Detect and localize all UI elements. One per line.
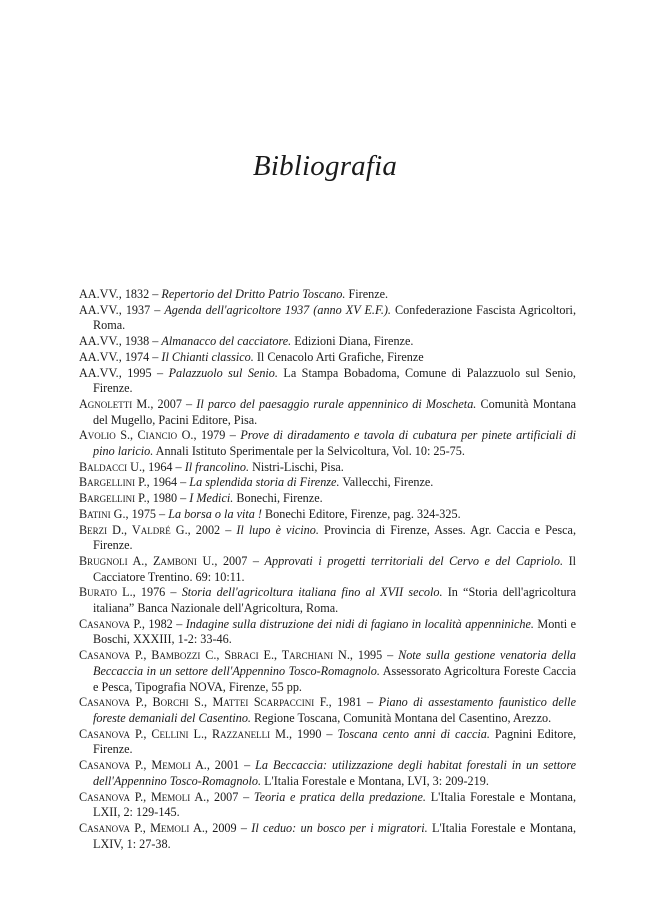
entry-title: Il ceduo: un bosco per i migratori. [251,820,428,835]
bibliography-entry: Agnoletti M., 2007 – Il parco del paesaggio rurale appenninico di Moscheta. Comunità Montana del Mugello, Pacini Editore, Pisa. [79,396,577,427]
bibliography-entry: Burato L., 1976 – Storia dell'agricoltura italiana fino al XVII secolo. In “Storia dell'agricoltura italiana” Banca Nazionale dell'Agricoltura, Roma. [79,585,577,616]
bibliography-entry: Casanova P., 1982 – Indagine sulla distruzione dei nidi di fagiano in località appenniniche. Monti e Boschi, XXXIII, 1-2: 33-46. [79,616,577,647]
entry-publication: L'Italia Forestale e Montana, LXII, 2: 129-145. [93,789,577,820]
bibliography-entry: Brugnoli A., Zamboni U., 2007 – Approvati i progetti territoriali del Cervo e del Capriolo. Il Cacciatore Trentino. 69: 10:11. [79,553,577,584]
bibliography-entry: AA.VV., 1938 – Almanacco del cacciatore. Edizioni Diana, Firenze. [79,334,414,349]
entry-title: La splendida storia di Firenze. [189,475,340,490]
entry-title: Palazzuolo sul Senio. [168,365,278,380]
bibliography-entry: Casanova P., Borchi S., Mattei Scarpaccini F., 1981 – Piano di assestamento faunistico delle foreste demaniali del Casentino. Regione Toscana, Comunità Montana del Casentino, Arezzo. [79,695,576,725]
entry-publication: Confederazione Fascista Agricoltori, Roma. [93,302,576,333]
entry-year: 1975 [131,506,156,521]
entry-title: Il Chianti classico. [161,349,254,364]
entry-authors: Casanova P., Borchi S., Mattei Scarpaccini F. [79,695,329,710]
entry-authors: Casanova P., Memoli A. [79,789,207,804]
bibliography-entry: Bargellini P., 1964 – La splendida storia di Firenze. Vallecchi, Firenze. [79,475,434,490]
entry-publication: Annali Istituto Sperimentale per la Selvicoltura, Vol. 10: 25-75. [155,444,465,459]
entry-publication: L'Italia Forestale e Montana, LXIV, 1: 27-38. [93,820,577,851]
entry-authors: Agnoletti M. [79,396,151,411]
entry-authors: Burato L. [79,585,133,600]
entry-title: Il francolino. [184,459,250,474]
entry-year: 2002 [195,522,221,537]
bibliography-entry: AA.VV., 1832 – Repertorio del Dritto Patrio Toscano. Firenze. [79,287,389,301]
entry-authors: Avolio S., Ciancio O. [79,428,194,443]
entry-authors: Berzi D., Valdré G. [79,522,188,537]
entry-year: 1832 [124,287,150,301]
entry-year: 1976 [140,585,166,600]
entry-year: 2001 [214,758,240,773]
entry-publication: Bonechi, Firenze. [236,491,323,506]
entry-publication: Provincia di Firenze, Asses. Agr. Caccia e Pesca, Firenze. [93,522,576,553]
entry-authors: Brugnoli A., Zamboni U. [79,553,215,568]
entry-year: 2007 [157,396,182,411]
entry-authors: Casanova P., Cellini L., Razzanelli M. [79,726,289,741]
entry-title: Il parco del paesaggio rurale appenninico di Moscheta. [196,396,477,411]
bibliography-entry: Berzi D., Valdré G., 2002 – Il lupo è vicino. Provincia di Firenze, Asses. Agr. Caccia e Pesca, Firenze. [79,522,576,553]
entry-publication: Firenze. [348,287,389,301]
entry-year: 2009 [212,820,237,835]
entry-publication: Vallecchi, Firenze. [342,475,434,490]
bibliography-entry: Bargellini P., 1980 – I Medici. Bonechi, Firenze. [79,491,323,506]
bibliography-entry: Avolio S., Ciancio O., 1979 – Prove di diradamento e tavola di cubatura per pinete artificiali di pino laricio. Annali Istituto Sperimentale per la Selvicoltura, Vol. 10: 25-75. [79,428,577,459]
entry-authors: Bargellini P. [79,475,147,490]
entry-publication: Comunità Montana del Mugello, Pacini Editore, Pisa. [93,396,577,427]
entry-publication: Nistri-Lischi, Pisa. [252,459,344,474]
entry-authors: AA.VV. [79,302,119,317]
entry-title: Prove di diradamento e tavola di cubatura per pinete artificiali di pino laricio. [93,428,577,459]
bibliography-entry: Baldacci U., 1964 – Il francolino. Nistri-Lischi, Pisa. [79,459,344,474]
bibliography-entry: Batini G., 1975 – La borsa o la vita ! Bonechi Editore, Firenze, pag. 324-325. [79,506,461,521]
entry-title: Teoria e pratica della predazione. [253,789,426,804]
entry-authors: AA.VV. [79,287,119,301]
entry-title: La Beccaccia: utilizzazione degli habitat forestali in un settore dell'Appennino Tosco-Romagnolo. [93,758,577,788]
bibliography-entry: AA.VV., 1995 – Palazzuolo sul Senio. La Stampa Bobadoma, Comune di Palazzuolo sul Senio, Firenze. [79,365,576,396]
entry-year: 1982 [148,616,173,631]
entry-year: 1937 [125,302,151,317]
entry-authors: Baldacci U. [79,459,143,474]
entry-year: 1995 [357,648,383,663]
entry-publication: Monti e Boschi, XXXIII, 1-2: 33-46. [93,616,577,647]
entry-year: 2007 [222,553,248,568]
entry-title: Toscana cento anni di caccia. [337,726,490,741]
entry-year: 1980 [152,491,178,506]
entry-title: Note sulla gestione venatoria della Beccaccia in un settore dell'Appennino Tosco-Romagnolo. [93,648,577,678]
entry-year: 1981 [337,695,362,710]
page-title: Bibliografia [252,150,398,182]
entry-year: 1938 [124,334,150,349]
entry-authors: AA.VV. [79,349,119,364]
bibliography-list [79,287,576,852]
entry-authors: Casanova P., Memoli A. [79,758,207,773]
entry-year: 2007 [213,789,239,804]
bibliography-entry: Casanova P., Memoli A., 2001 – La Beccaccia: utilizzazione degli habitat forestali in un settore dell'Appennino Tosco-Romagnolo. L'Italia Forestale e Montana, LVI, 3: 209-219. [79,758,577,788]
entry-title: Agenda dell'agricoltore 1937 (anno XV E.F.). [164,302,391,317]
bibliography-entry: Casanova P., Memoli A., 2009 – Il ceduo: un bosco per i migratori. L'Italia Forestale e Montana, LXIV, 1: 27-38. [79,820,577,851]
entry-title: La borsa o la vita ! [168,506,262,521]
entry-publication: Assessorato Agricoltura Foreste Caccia e Pesca, Tipografia NOVA, Firenze, 55 pp. [93,663,576,694]
entry-authors: Casanova P. [79,616,142,631]
entry-year: 1995 [127,365,152,380]
bibliography-entry: AA.VV., 1974 – Il Chianti classico. Il Cenacolo Arti Grafiche, Firenze [79,349,424,364]
entry-title: I Medici. [189,491,234,506]
bibliography-entry: Casanova P., Memoli A., 2007 – Teoria e pratica della predazione. L'Italia Forestale e Montana, LXII, 2: 129-145. [79,789,577,820]
entry-title: Repertorio del Dritto Patrio Toscano. [161,287,346,301]
entry-authors: Casanova P., Bambozzi C., Sbraci E., Tarchiani N. [79,648,350,663]
entry-year: 1964 [148,459,173,474]
bibliography-entry: Casanova P., Cellini L., Razzanelli M., 1990 – Toscana cento anni di caccia. Pagnini Editore, Firenze. [79,726,577,757]
entry-publication: La Stampa Bobadoma, Comune di Palazzuolo sul Senio, Firenze. [93,365,576,396]
entry-year: 1964 [152,475,178,490]
entry-title: Il lupo è vicino. [236,522,319,537]
entry-publication: Edizioni Diana, Firenze. [294,334,414,349]
entry-authors: AA.VV. [79,365,119,380]
entry-publication: L'Italia Forestale e Montana, LVI, 3: 209-219. [264,773,489,788]
bibliography-entry: Casanova P., Bambozzi C., Sbraci E., Tarchiani N., 1995 – Note sulla gestione venatoria della Beccaccia in un settore dell'Appennino Tosco-Romagnolo. Assessorato Agricoltura Foreste Caccia e Pesca, Tipografia NOVA, Firenze, 55 pp. [79,648,577,694]
entry-year: 1979 [200,428,226,443]
entry-publication: Pagnini Editore, Firenze. [93,726,577,757]
entry-authors: Casanova P., Memoli A. [79,820,205,835]
entry-title: Approvati i progetti territoriali del Cervo e del Capriolo. [264,553,564,568]
bibliography-entry: AA.VV., 1937 – Agenda dell'agricoltore 1937 (anno XV E.F.). Confederazione Fascista Agricoltori, Roma. [79,302,576,333]
entry-authors: Batini G. [79,506,126,521]
entry-publication: Il Cacciatore Trentino. 69: 10:11. [93,553,577,584]
entry-year: 1990 [297,726,322,741]
entry-title: Indagine sulla distruzione dei nidi di fagiano in località appenniniche. [185,616,534,631]
entry-publication: Bonechi Editore, Firenze, pag. 324-325. [265,506,461,521]
entry-publication: Regione Toscana, Comunità Montana del Casentino, Arezzo. [254,710,552,725]
entry-authors: AA.VV. [79,334,119,349]
entry-title: Almanacco del cacciatore. [161,334,292,349]
entry-year: 1974 [124,349,150,364]
entry-title: Storia dell'agricoltura italiana fino al XVII secolo. [181,585,443,600]
entry-title: Piano di assestamento faunistico delle foreste demaniali del Casentino. [93,695,576,725]
entry-authors: Bargellini P. [79,491,147,506]
entry-publication: In “Storia dell'agricoltura italiana” Banca Nazionale dell'Agricoltura, Roma. [93,585,577,616]
entry-publication: Il Cenacolo Arti Grafiche, Firenze [256,349,424,364]
